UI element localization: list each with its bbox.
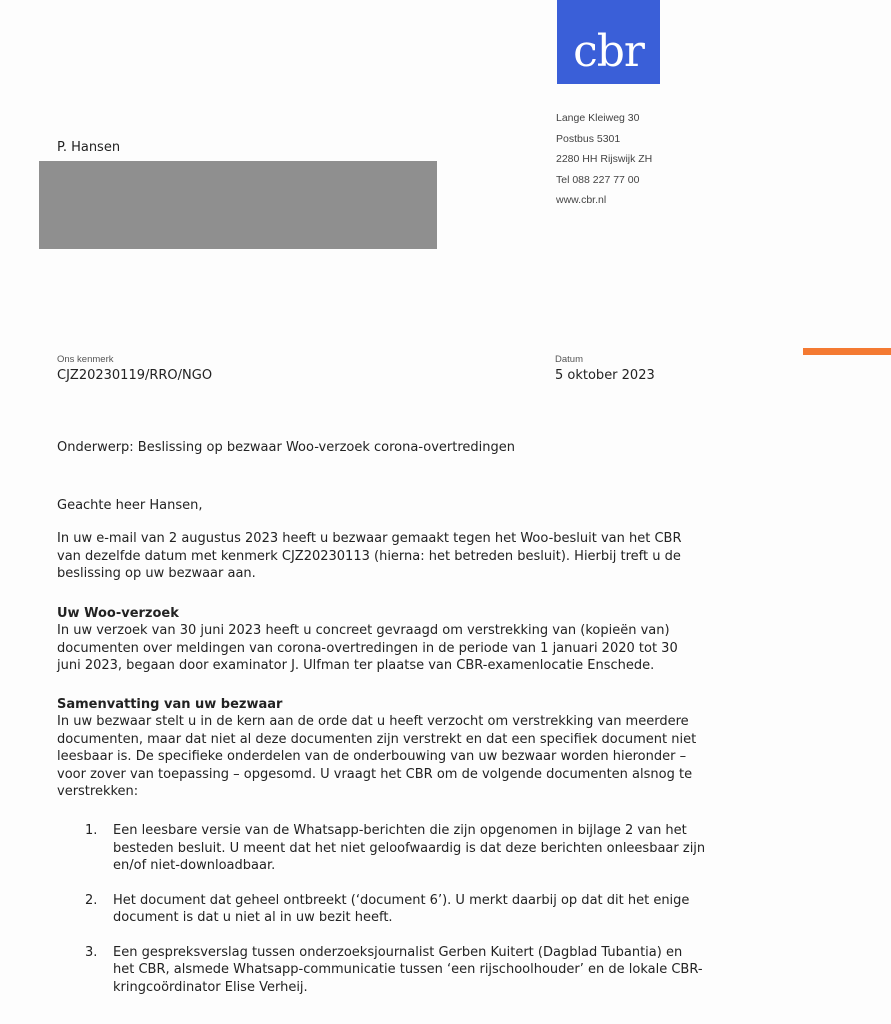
address-website: www.cbr.nl: [556, 194, 607, 206]
paragraph-line: verstrekken:: [57, 784, 139, 799]
list-line: het CBR, alsmede Whatsapp-communicatie tussen ‘een rijschoolhouder’ en de lokale CBR-: [113, 962, 703, 977]
cbr-logo: [557, 0, 660, 84]
address-street: Lange Kleiweg 30: [556, 112, 640, 124]
paragraph-line: leesbaar is. De specifieke onderdelen van de onderbouwing van uw bezwaar worden hieronder –: [57, 749, 687, 764]
accent-bar: [803, 348, 891, 355]
salutation: Geachte heer Hansen,: [57, 498, 203, 513]
address-phone: Tel 088 227 77 00: [556, 173, 640, 186]
section-paragraph-samenvatting: [57, 713, 827, 801]
sender-address: [556, 108, 652, 211]
list-number: 2.: [85, 892, 98, 908]
address-postbus: Postbus 5301: [556, 132, 621, 145]
list-item: [85, 892, 815, 927]
paragraph-line: juni 2023, begaan door examinator J. Ulfman ter plaatse van CBR-examenlocatie Enschede.: [57, 658, 655, 673]
section-heading-samenvatting: Samenvatting van uw bezwaar: [57, 697, 283, 712]
paragraph-line: documenten, maar dat niet al deze documenten zijn verstrekt en dat een specifiek document niet: [57, 731, 697, 747]
logo-text: cbr: [573, 26, 644, 77]
list-item: [85, 944, 815, 997]
subject-line: Onderwerp: Beslissing op bezwaar Woo-verzoek corona-overtredingen: [57, 440, 515, 455]
redaction-block: [39, 161, 437, 249]
intro-paragraph: [57, 530, 827, 583]
paragraph-line: In uw verzoek van 30 juni 2023 heeft u concreet gevraagd om verstrekking van (kopieën van): [57, 623, 670, 638]
list-line: kringcoördinator Elise Verheij.: [113, 979, 308, 995]
list-line: Een leesbare versie van de Whatsapp-berichten die zijn opgenomen in bijlage 2 van het: [113, 823, 687, 838]
list-line: besteden besluit. U meent dat het niet geloofwaardig is dat deze berichten onleesbaar zijn: [113, 840, 706, 856]
list-line: Het document dat geheel ontbreekt (‘document 6’). U merkt daarbij op dat dit het enige: [113, 892, 690, 908]
list-number: 1.: [85, 823, 98, 838]
intro-line: beslissing op uw bezwaar aan.: [57, 566, 256, 581]
paragraph-line: In uw bezwaar stelt u in de kern aan de orde dat u heeft verzocht om verstrekking van meerdere: [57, 714, 689, 729]
intro-line: In uw e-mail van 2 augustus 2023 heeft u bezwaar gemaakt tegen het Woo-besluit van het CBR: [57, 531, 682, 546]
section-paragraph-woo-verzoek: [57, 622, 827, 675]
kenmerk-label: Ons kenmerk: [57, 354, 114, 365]
list-line: en/of niet-downloadbaar.: [113, 858, 276, 873]
list-number: 3.: [85, 944, 98, 960]
paragraph-line: voor zover van toepassing – opgesomd. U vraagt het CBR om de volgende documenten alsnog te: [57, 766, 693, 782]
intro-line: van dezelfde datum met kenmerk CJZ20230113 (hierna: het betreden besluit). Hierbij treft u de: [57, 548, 681, 564]
list-line: document is dat u niet al in uw bezit heeft.: [113, 910, 393, 925]
datum-value: 5 oktober 2023: [555, 368, 655, 383]
numbered-list: [85, 822, 815, 1013]
datum-label: Datum: [555, 354, 583, 365]
paragraph-line: documenten over meldingen van corona-overtredingen in de periode van 1 januari 2020 tot 30: [57, 640, 678, 656]
list-item: [85, 822, 815, 875]
kenmerk-value: CJZ20230119/RRO/NGO: [57, 368, 213, 383]
list-line: Een gespreksverslag tussen onderzoeksjournalist Gerben Kuitert (Dagblad Tubantia) en: [113, 944, 683, 960]
recipient-name: P. Hansen: [57, 140, 121, 155]
section-heading-woo-verzoek: Uw Woo-verzoek: [57, 606, 179, 621]
address-city: 2280 HH Rijswijk ZH: [556, 153, 653, 165]
